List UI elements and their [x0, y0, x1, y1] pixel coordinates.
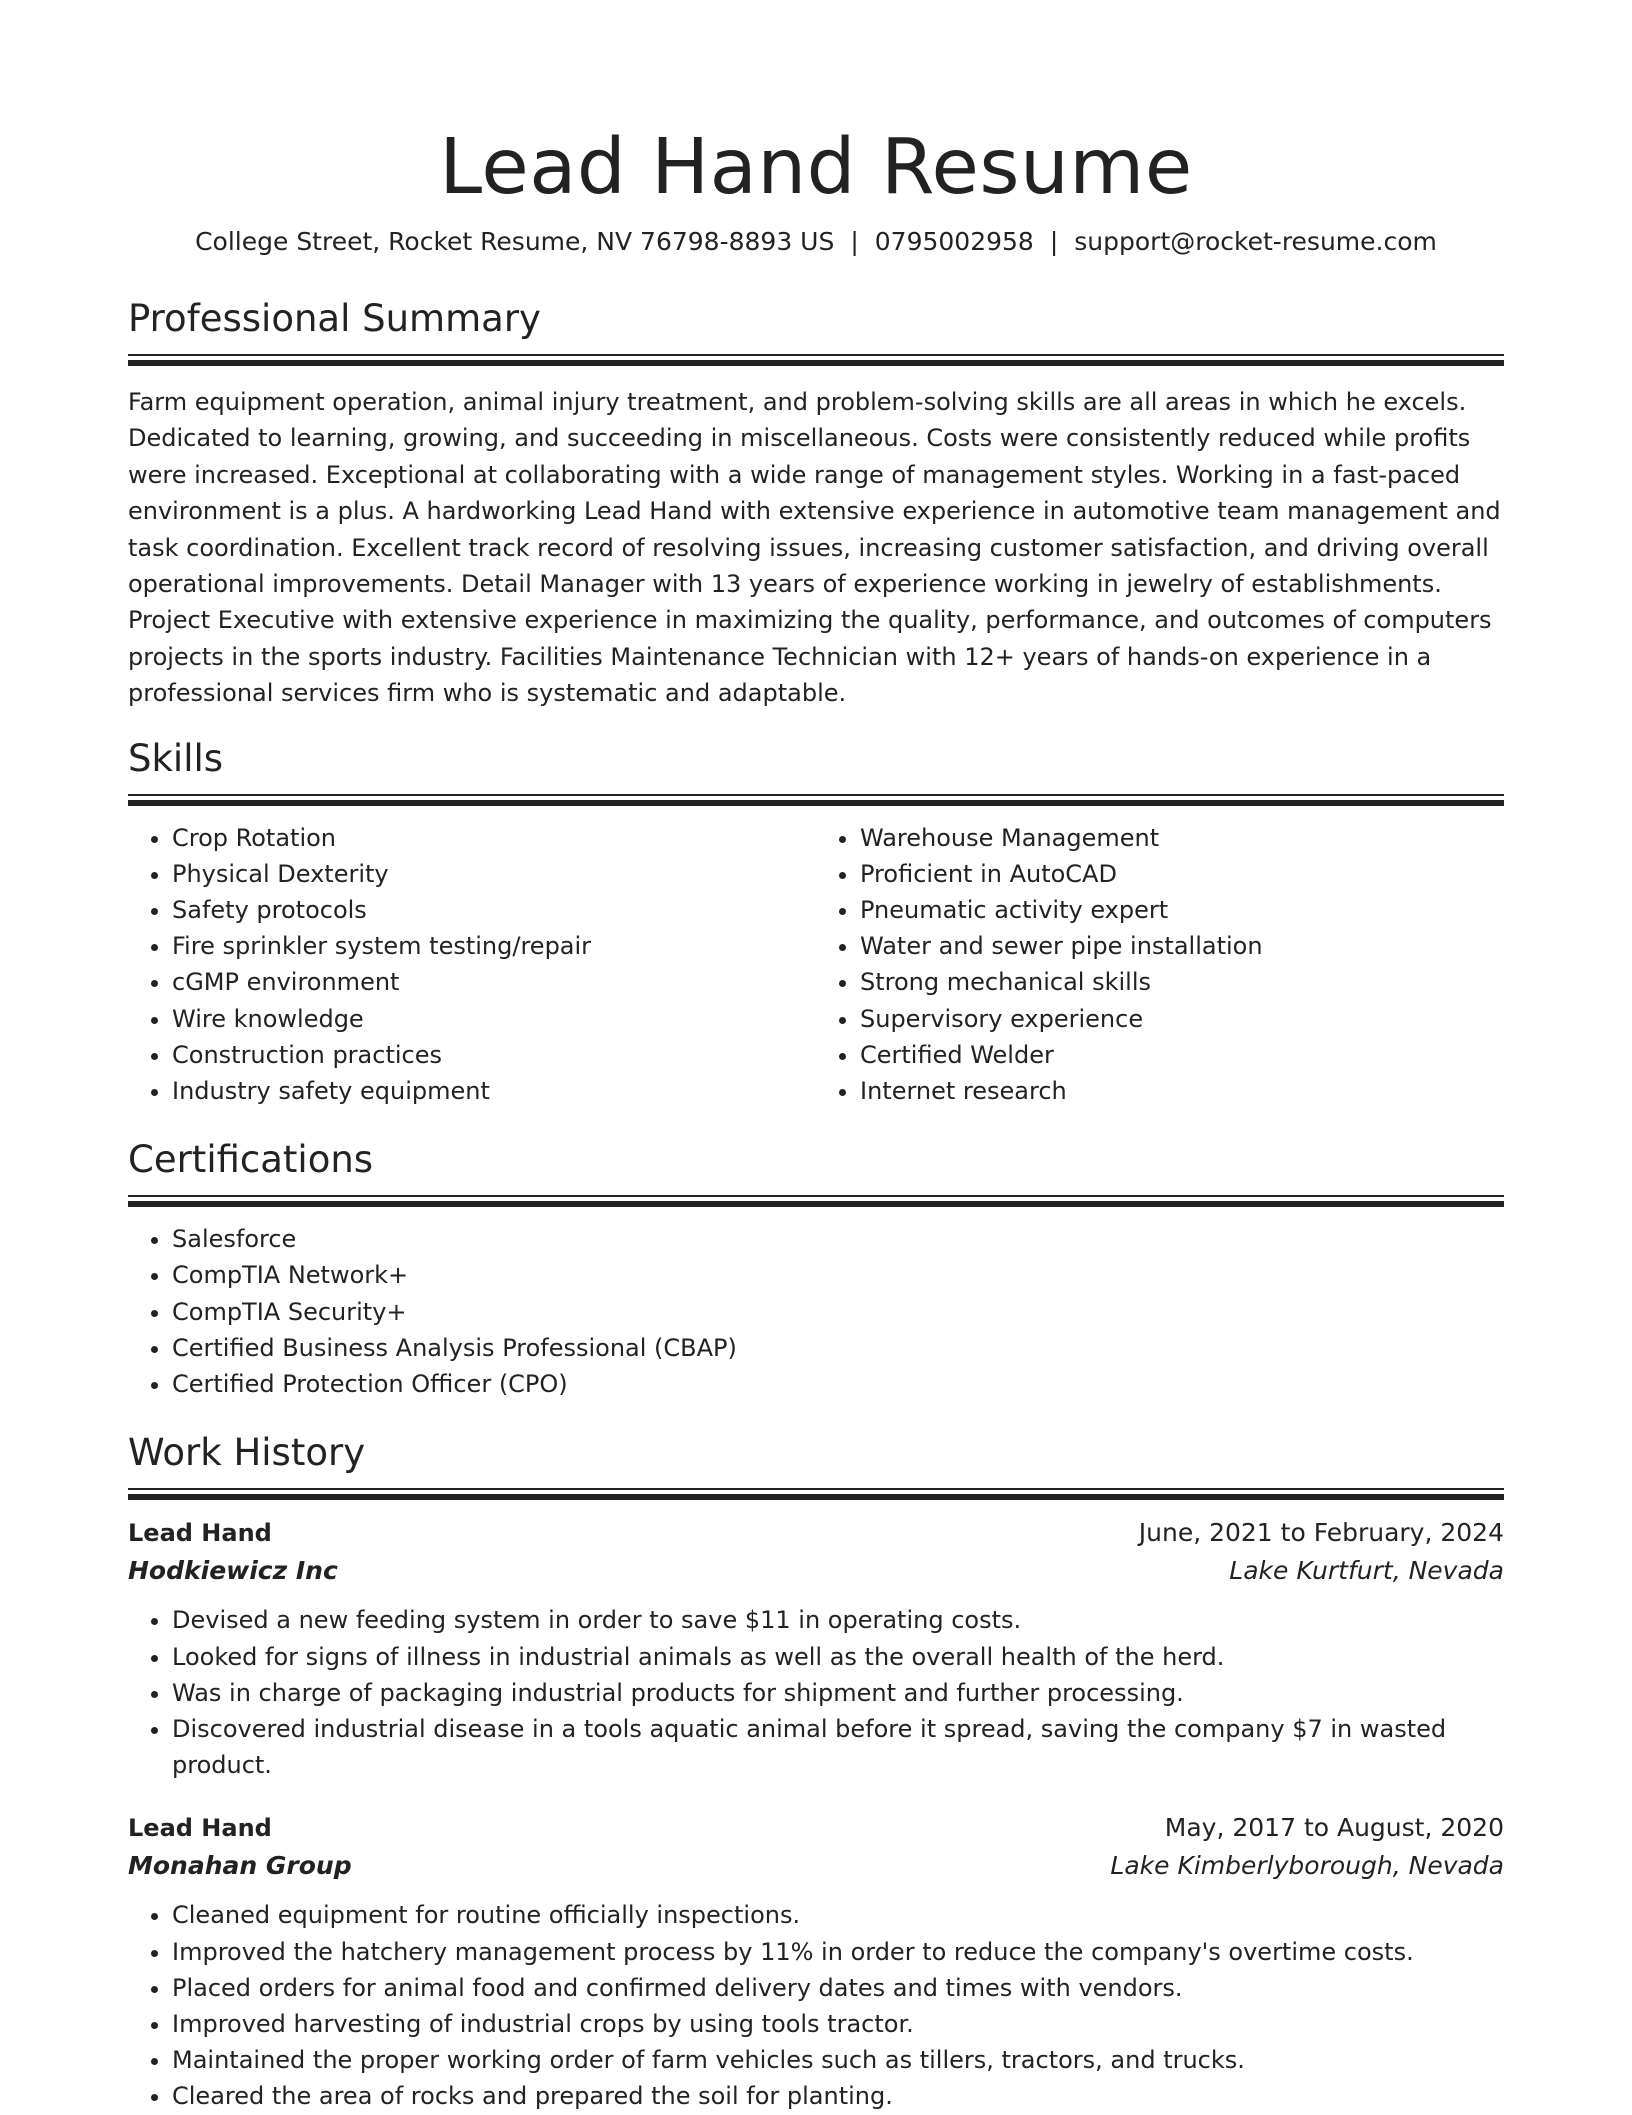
skill-item: • Strong mechanical skills	[860, 964, 1504, 1000]
summary-section	[128, 294, 1504, 712]
section-divider	[128, 794, 1504, 806]
job-header	[128, 1809, 1504, 1847]
certification-item: • CompTIA Security+	[172, 1294, 1504, 1330]
job-bullets	[128, 1897, 1504, 2114]
job-subheader	[128, 1847, 1504, 1885]
skills-heading: Skills	[128, 736, 224, 780]
section-divider	[128, 1488, 1504, 1500]
contact-email: support@rocket-resume.com	[1074, 227, 1437, 256]
summary-heading: Professional Summary	[128, 297, 541, 340]
work-history-section	[128, 1428, 1504, 2114]
job-bullet: • Cleared the area of rocks and prepared the soil for planting.	[172, 2078, 1504, 2114]
resume-title: Lead Hand Resume	[439, 123, 1193, 212]
skills-list-left	[128, 820, 816, 1110]
contact-phone: 0795002958	[874, 227, 1034, 256]
certification-item: • Certified Business Analysis Professional (CBAP)	[172, 1330, 1504, 1366]
certification-item: • Certified Protection Officer (CPO)	[172, 1366, 1504, 1402]
work-history-heading: Work History	[128, 1431, 366, 1475]
skills-grid	[128, 820, 1504, 1110]
skills-section	[128, 734, 1504, 1110]
job-location: Lake Kurtfurt, Nevada	[1229, 1556, 1504, 1586]
contact-separator: |	[1049, 227, 1059, 256]
job-header	[128, 1514, 1504, 1552]
job-bullet: • Improved harvesting of industrial crops by using tools tractor.	[172, 2006, 1504, 2042]
skill-item: • Warehouse Management	[860, 820, 1504, 856]
skill-item: • Industry safety equipment	[172, 1073, 816, 1109]
skill-item: • Wire knowledge	[172, 1001, 816, 1037]
job-bullet: • Discovered industrial disease in a tools aquatic animal before it spread, saving the company $7 in wasted product.	[172, 1711, 1504, 1783]
skill-item: • Crop Rotation	[172, 820, 816, 856]
section-divider	[128, 1195, 1504, 1207]
contact-separator: |	[850, 227, 859, 256]
job-bullet: • Placed orders for animal food and confirmed delivery dates and times with vendors.	[172, 1970, 1504, 2006]
resume-page	[128, 0, 1504, 2115]
summary-text: Farm equipment operation, animal injury treatment, and problem-solving skills are all areas in which he excels. Dedicated to learning, growing, and succeeding in miscellaneous. Costs were consistently reduced while profits were increased. Exceptional at collaborating with a wide range of management styles. Working in a fast-paced environment is a plus. A hardworking Lead Hand with extensive experience in automotive team management and task coordination. Excellent track record of resolving issues, increasing customer satisfaction, and driving overall operational improvements. Detail Manager with 13 years of experience working in jewelry of establishments. Project Executive with extensive experience in maximizing the quality, performance, and outcomes of computers projects in the sports industry. Facilities Maintenance Technician with 12+ years of hands-on experience in a professional services firm who is systematic and adaptable.	[128, 388, 1501, 708]
job-dates: May, 2017 to August, 2020	[1164, 1813, 1504, 1843]
skill-item: • cGMP environment	[172, 964, 816, 1000]
job-bullet: • Cleaned equipment for routine officially inspections.	[172, 1897, 1504, 1933]
skill-item: • Fire sprinkler system testing/repair	[172, 928, 816, 964]
skill-item: • Supervisory experience	[860, 1001, 1504, 1037]
job-bullet: • Was in charge of packaging industrial products for shipment and further processing.	[172, 1675, 1504, 1711]
skill-item: • Certified Welder	[860, 1037, 1504, 1073]
skill-item: • Construction practices	[172, 1037, 816, 1073]
job-company: Hodkiewicz Inc	[128, 1556, 338, 1586]
certification-item: • Salesforce	[172, 1221, 1504, 1257]
skill-item: • Safety protocols	[172, 892, 816, 928]
job-title: Lead Hand	[128, 1519, 272, 1548]
job-subheader	[128, 1552, 1504, 1590]
job-entry	[128, 1809, 1504, 2114]
skill-item: • Internet research	[860, 1073, 1504, 1109]
job-dates: June, 2021 to February, 2024	[1138, 1518, 1504, 1548]
certification-item: • CompTIA Network+	[172, 1257, 1504, 1293]
skill-item: • Pneumatic activity expert	[860, 892, 1504, 928]
skill-item: • Proficient in AutoCAD	[860, 856, 1504, 892]
certifications-list	[128, 1221, 1504, 1402]
job-entry	[128, 1514, 1504, 1783]
job-bullet: • Devised a new feeding system in order to save $11 in operating costs.	[172, 1602, 1504, 1638]
skill-item: • Physical Dexterity	[172, 856, 816, 892]
job-location: Lake Kimberlyborough, Nevada	[1110, 1851, 1504, 1881]
certifications-heading: Certifications	[128, 1138, 374, 1182]
job-bullet: • Looked for signs of illness in industrial animals as well as the overall health of the herd.	[172, 1639, 1504, 1675]
contact-address: College Street, Rocket Resume, NV 76798-8893 US	[195, 227, 835, 256]
contact-line	[128, 224, 1504, 260]
job-bullet: • Maintained the proper working order of farm vehicles such as tillers, tractors, and trucks.	[172, 2042, 1504, 2078]
section-divider	[128, 354, 1504, 366]
certifications-section	[128, 1135, 1504, 1402]
job-bullet: • Improved the hatchery management process by 11% in order to reduce the company's overtime costs.	[172, 1934, 1504, 1970]
skills-list-right	[816, 820, 1504, 1110]
job-company: Monahan Group	[128, 1851, 352, 1881]
job-title: Lead Hand	[128, 1814, 272, 1843]
job-bullets	[128, 1602, 1504, 1783]
skill-item: • Water and sewer pipe installation	[860, 928, 1504, 964]
